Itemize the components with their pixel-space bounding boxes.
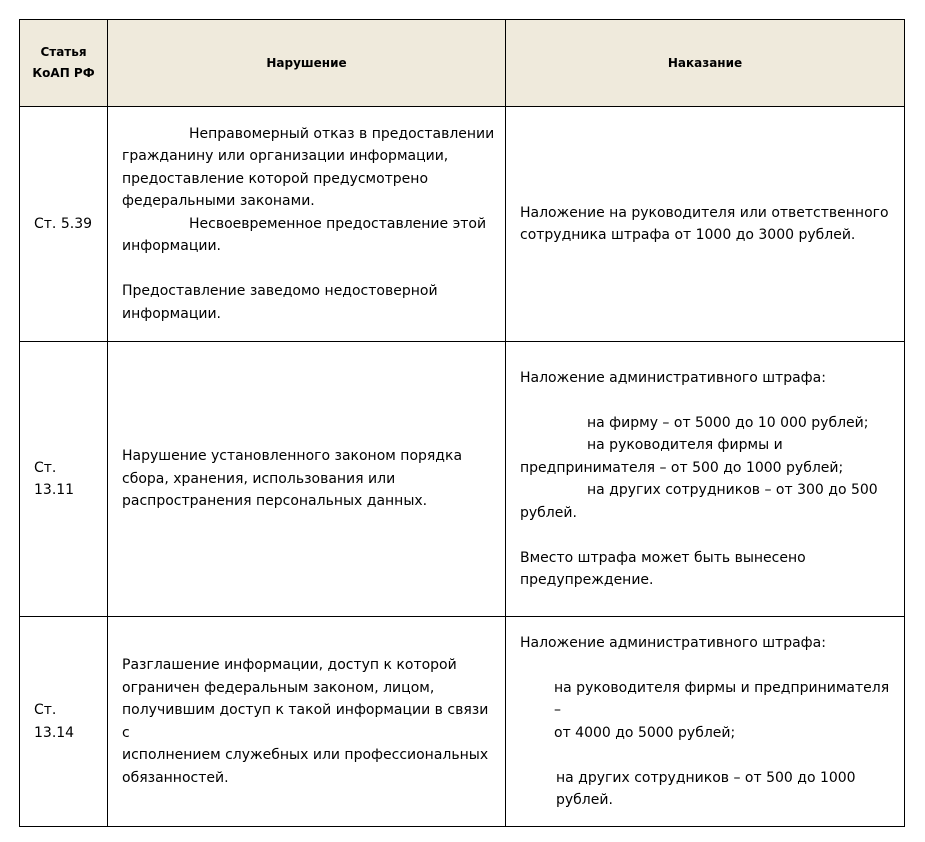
penalty-text: на фирму – от 5000 до 10 000 рублей; (587, 414, 869, 431)
penalty-text: Наложение административного штрафа: (520, 634, 826, 651)
table-header-row (20, 20, 905, 107)
penalty-cell (506, 617, 905, 827)
article-cell: Ст. 13.11 (20, 342, 108, 617)
penalty-text: Наложение на руководителя или ответственного сотрудника штрафа от 1000 до 3000 рублей. (520, 204, 889, 243)
penalty-text: на других сотрудников – от 300 до 500 (587, 482, 878, 498)
violation-text: Несвоевременное предоставление этой информации. (122, 215, 487, 255)
violation-cell (108, 342, 506, 617)
header-penalty: Наказание (506, 20, 905, 107)
violation-cell (108, 617, 506, 827)
table-row (20, 342, 905, 617)
article-cell: Ст. 13.14 (20, 617, 108, 827)
penalty-text: рублей. (520, 504, 577, 521)
article-cell: Ст. 5.39 (20, 107, 108, 342)
penalty-text: предпринимателя – от 500 до 1000 рублей; (520, 459, 844, 476)
penalty-text: Вместо штрафа может быть вынесено предупреждение. (520, 549, 806, 588)
violation-text: Разглашение информации, доступ к которой ограничен федеральным законом, лицом, получившим доступ к такой информации в связи с исполнением служебных или профессиональных обязанностей. (122, 657, 489, 786)
violation-cell (108, 107, 506, 342)
penalty-cell (506, 342, 905, 617)
penalty-cell (506, 107, 905, 342)
penalties-table (19, 19, 905, 827)
table-row (20, 617, 905, 827)
header-article: Статья КоАП РФ (20, 20, 108, 107)
header-violation: Нарушение (108, 20, 506, 107)
penalty-text: на других сотрудников – от 500 до 1000 рублей. (556, 769, 856, 808)
penalty-text: на руководителя фирмы и (587, 437, 783, 453)
violation-text: Нарушение установленного законом порядка сбора, хранения, использования или распространения персональных данных. (122, 448, 463, 510)
penalty-text: на руководителя фирмы и предпринимателя – от 4000 до 5000 рублей; (554, 679, 890, 741)
violation-text: Неправомерный отказ в предоставлении гражданину или организации информации, предоставление которой предусмотрено федеральными законами. (122, 125, 495, 210)
violation-text: Предоставление заведомо недостоверной информации. (122, 283, 438, 322)
penalty-text: Наложение административного штрафа: (520, 369, 826, 386)
table-row (20, 107, 905, 342)
